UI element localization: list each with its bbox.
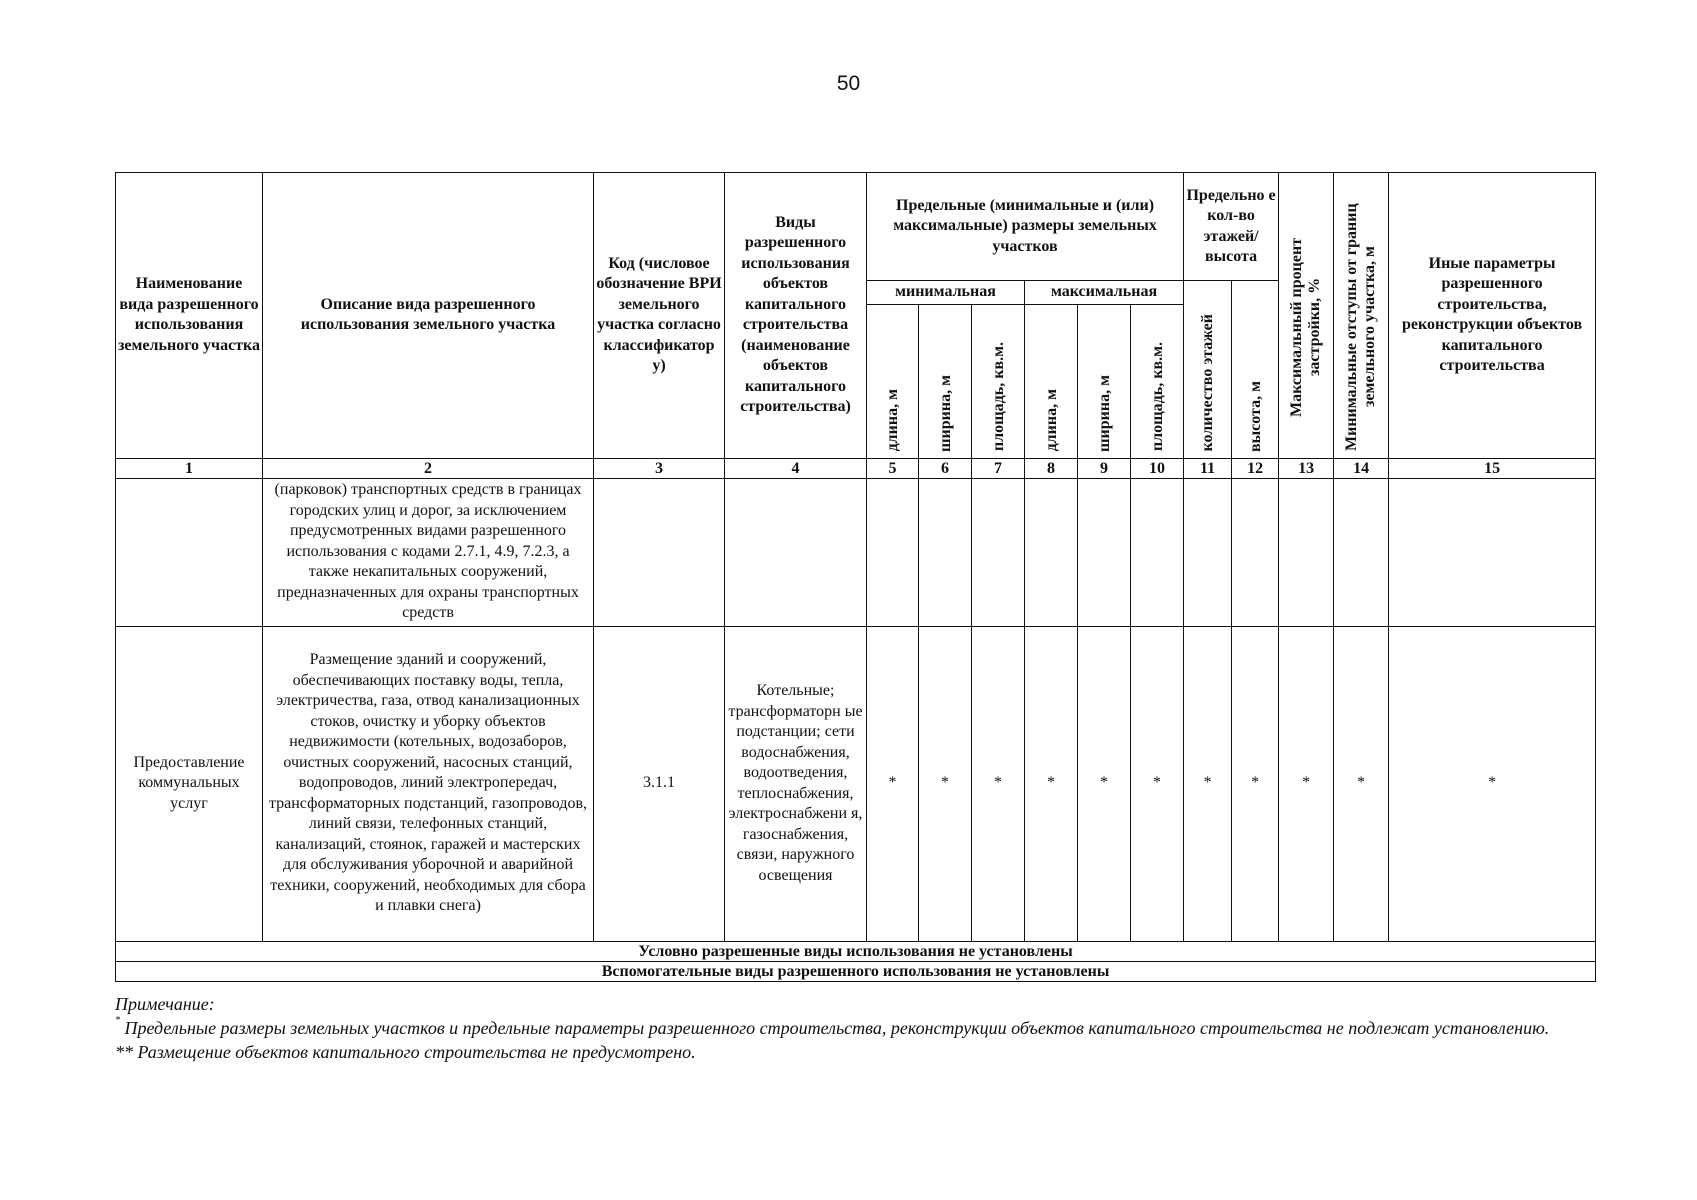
header-name: Наименование вида разрешенного использования земельного участка bbox=[116, 173, 263, 459]
col-number: 2 bbox=[263, 458, 594, 478]
notes bbox=[115, 992, 1595, 1064]
header-code: Код (числовое обозначение ВРИ земельного участка согласно классификатор у) bbox=[594, 173, 725, 459]
table-row-utilities bbox=[116, 626, 1596, 941]
cell-empty bbox=[594, 478, 725, 626]
header-height: высота, м bbox=[1232, 281, 1279, 459]
cell-value: * bbox=[972, 626, 1025, 941]
note-1 bbox=[115, 1016, 1595, 1040]
page-number: 50 bbox=[836, 72, 861, 95]
col-number: 9 bbox=[1078, 458, 1131, 478]
header-length-min: длина, м bbox=[867, 304, 919, 458]
note-1-text: Предельные размеры земельных участков и предельные параметры разрешенного строительства, реконструкции объектов капитального строительства не подлежат установлению. bbox=[120, 1018, 1550, 1038]
note-2: ** Размещение объектов капитального строительства не предусмотрено. bbox=[115, 1042, 696, 1062]
header-maximum: максимальная bbox=[1025, 281, 1184, 305]
cell-value: * bbox=[1389, 626, 1596, 941]
cell-code: 3.1.1 bbox=[594, 626, 725, 941]
col-number: 8 bbox=[1025, 458, 1078, 478]
cell-objects: Котельные; трансформаторн ые подстанции; сети водоснабжения, водоотведения, теплоснабжения, электроснабжени я, газоснабжения, связи, наружного освещения bbox=[725, 626, 867, 941]
col-number: 13 bbox=[1279, 458, 1334, 478]
cell-value: * bbox=[1184, 626, 1232, 941]
col-number: 14 bbox=[1334, 458, 1389, 478]
cell-value: * bbox=[1025, 626, 1078, 941]
notes-title: Примечание: bbox=[115, 994, 215, 1014]
col-number: 15 bbox=[1389, 458, 1596, 478]
header-description: Описание вида разрешенного использования земельного участка bbox=[263, 173, 594, 459]
header-min-setback: Минимальные отступы от границ земельного участка, м bbox=[1334, 173, 1389, 459]
cell-value: * bbox=[1131, 626, 1184, 941]
header-area-max: площадь, кв.м. bbox=[1131, 304, 1184, 458]
cell-empty bbox=[867, 478, 919, 626]
cell-value: * bbox=[1279, 626, 1334, 941]
cell-description: (парковок) транспортных средств в границах городских улиц и дорог, за исключением предусмотренных видами разрешенного использования с кодами 2.7.1, 4.9, 7.2.3, а также некапитальных сооружений, предназначенных для охраны транспортных средств bbox=[263, 478, 594, 626]
col-number: 3 bbox=[594, 458, 725, 478]
cell-value: * bbox=[867, 626, 919, 941]
cell-empty bbox=[1184, 478, 1232, 626]
col-number: 6 bbox=[919, 458, 972, 478]
col-number: 5 bbox=[867, 458, 919, 478]
cell-empty bbox=[1232, 478, 1279, 626]
cell-empty bbox=[1025, 478, 1078, 626]
cell-value: * bbox=[1232, 626, 1279, 941]
cell-value: * bbox=[1334, 626, 1389, 941]
auxiliary-uses-row: Вспомогательные виды разрешенного использования не установлены bbox=[116, 961, 1596, 981]
header-width-min: ширина, м bbox=[919, 304, 972, 458]
table-row-continued bbox=[116, 478, 1596, 626]
header-other-params: Иные параметры разрешенного строительства, реконструкции объектов капитального строительства bbox=[1389, 173, 1596, 459]
conditional-uses-row: Условно разрешенные виды использования не установлены bbox=[116, 941, 1596, 961]
header-area-min: площадь, кв.м. bbox=[972, 304, 1025, 458]
header-length-max: длина, м bbox=[1025, 304, 1078, 458]
header-objects: Виды разрешенного использования объектов капитального строительства (наименование объектов капитального строительства) bbox=[725, 173, 867, 459]
col-number: 10 bbox=[1131, 458, 1184, 478]
col-number: 4 bbox=[725, 458, 867, 478]
header-floors-group: Предельно е кол-во этажей/ высота bbox=[1184, 173, 1279, 281]
cell-value: * bbox=[1078, 626, 1131, 941]
cell-empty bbox=[1334, 478, 1389, 626]
cell-empty bbox=[1389, 478, 1596, 626]
header-minimum: минимальная bbox=[867, 281, 1025, 305]
cell-empty bbox=[1131, 478, 1184, 626]
cell-empty bbox=[972, 478, 1025, 626]
column-number-row bbox=[116, 458, 1596, 478]
cell-name: Предоставление коммунальных услуг bbox=[116, 626, 263, 941]
cell-empty bbox=[919, 478, 972, 626]
cell-value: * bbox=[919, 626, 972, 941]
header-floor-count: количество этажей bbox=[1184, 281, 1232, 459]
land-use-table bbox=[115, 172, 1596, 982]
col-number: 11 bbox=[1184, 458, 1232, 478]
header-max-percent: Максимальный процент застройки, % bbox=[1279, 173, 1334, 459]
header-width-max: ширина, м bbox=[1078, 304, 1131, 458]
cell-empty bbox=[1279, 478, 1334, 626]
note-star-mark: * bbox=[115, 1015, 120, 1026]
cell-empty bbox=[1078, 478, 1131, 626]
col-number: 1 bbox=[116, 458, 263, 478]
col-number: 12 bbox=[1232, 458, 1279, 478]
cell-empty bbox=[116, 478, 263, 626]
cell-description: Размещение зданий и сооружений, обеспечивающих поставку воды, тепла, электричества, газа, отвод канализационных стоков, очистку и уборку объектов недвижимости (котельных, водозаборов, очистных сооружений, насосных станций, водопроводов, линий электропередач, трансформаторных подстанций, газопроводов, линий связи, телефонных станций, канализаций, стоянок, гаражей и мастерских для обслуживания уборочной и аварийной техники, сооружений, необходимых для сбора и плавки снега) bbox=[263, 626, 594, 941]
cell-empty bbox=[725, 478, 867, 626]
header-land-sizes: Предельные (минимальные и (или) максимальные) размеры земельных участков bbox=[867, 173, 1184, 281]
col-number: 7 bbox=[972, 458, 1025, 478]
